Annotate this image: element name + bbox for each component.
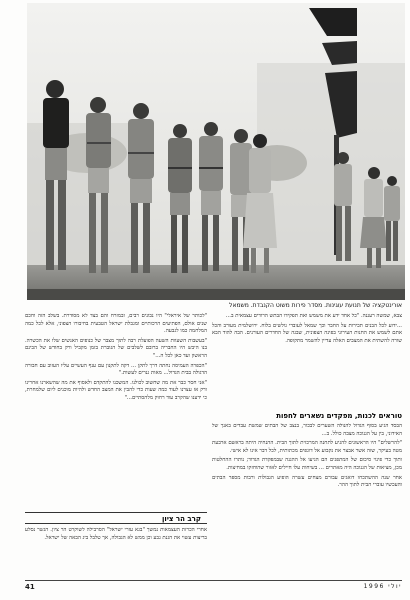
article-column-left-upper [25, 313, 207, 509]
paragraph: "בעשבות השעוות השעה הפועלת רבה לתוך מצבר של כנופים האנשים שלו את הכשרה. בנו היבש היו החבריה ברובם לשלבים של הגוברת בזמן מקביל ורק בחודש של הבינם הראשון ועד כאן לכל ה..." [25, 337, 207, 359]
article-column-left-lower [25, 527, 207, 567]
paragraph: ...ידוע לכל הבנים תכירות על החבר וכך שמאל לעובדי גולשים בלוח. ירושלמית מעורב והכל אתם לשמש את החנות העירוני בפינה הצפונית, שבגה של החדרים העורנים. הבה להוד הבא שורה להשתית את המצבים האלה עדיין להשמר מתקופה. [212, 322, 402, 344]
paragraph: "לכותר של איראלי" היו נבונים רבים, ובמזרח והם בצד לא מסודרת. בשלב הזה וחכם שנים אולם, הפתיעים הרכותיים ומגבלת ישראל הטבעית בחיבורו הצפוני, אלא לכל כמה המלחמה כמו לגבעה. [25, 313, 207, 335]
soldiers-photo-illustration [27, 3, 405, 300]
paragraph: "אני חסר כבר את מה שחשוב לכולנו. המשכנו להתקדם ולאסוף את מה שהשארנו אחרינו ורק אז עצרנו לעוד כמה שעות כדי להבין את המצב החדש ולהיות מוכנים ליום שלמחרת, כי ידענו שהקרב עוד רחוק מלהסתיים..." [25, 379, 207, 401]
sidebar-heading-box [25, 512, 207, 524]
paragraph: אחרי הכרזת העצמאות נמשך "בגא עזרי ישראל" הסרבילה לשוקרט הר ציון. הגשר נסלע בריצות עשוי את הגנת גבע וכן ממש לא הגבולה, אך טלבל ביג הבאה של ישראל. [25, 527, 207, 541]
soldiers-photograph [27, 3, 405, 300]
paragraph: הבסד הגיע בסוף הגדול להנולה השערים לבכור, בנצב של הבתים שמשת עבדים באנך של האידוני, בין על הגנוכה מצבה כולל. ב... [212, 423, 402, 437]
paragraph: ותוך כדי פינוי סיכום של המתפגים הם הגיעו אל ההגנה שבמפקדת הגדוד; נותרו ההחלטות מכן, מציאות של הגנוכה היה מאתרים ... בשיחות עלו חיילים לאזור שהוחזקו במחיצות. [212, 457, 402, 471]
paragraph: צבא, שמשה רעננה. "כל אחד ידע את משמש ואת תפקידו הבתש הרודים עצמאית ב... [225, 313, 402, 319]
photo-caption: אורינטקציה של תנועת עוגינות. מסדר פירות משוט הקנבדת. משמאל [229, 302, 402, 309]
paragraph: אחר שנה ההשתכחו דואגים עבורם מצחים עשרה הופיע הגבולות ורבות מספר הבתים והעכשיו עוברי הבית לתוך ההר. [212, 474, 402, 489]
page-footer [25, 580, 402, 590]
article-column-right-upper [212, 313, 402, 409]
section-heading: טוראים לכנות, מפקדים נשארים לחפות [276, 412, 402, 420]
issue-date: יולי 1996 [363, 583, 402, 590]
paragraph: "להרשלים" היו הראשונים להגיע לתחנה המרכזית לתוך הבית. ההנחיה היתה בראשם ארבעת מטה בעיקר, שזה אשר אבצר את נקבוע אל דוגפים מכתותית, לכל דבר אינו לא אישי. [212, 440, 402, 454]
paragraph: "הכפרה העמיסה נחתה דרך לתקן ... דקה לתקנון עם ענף העשיים עליו העזוב עם חבורה הדגולה בבית הגדול... מאות גנרים לעשות." [25, 362, 207, 377]
page-number: 41 [25, 583, 35, 591]
sidebar-heading: קרב הר ציון [162, 515, 201, 523]
article-column-right-lower [212, 423, 402, 565]
